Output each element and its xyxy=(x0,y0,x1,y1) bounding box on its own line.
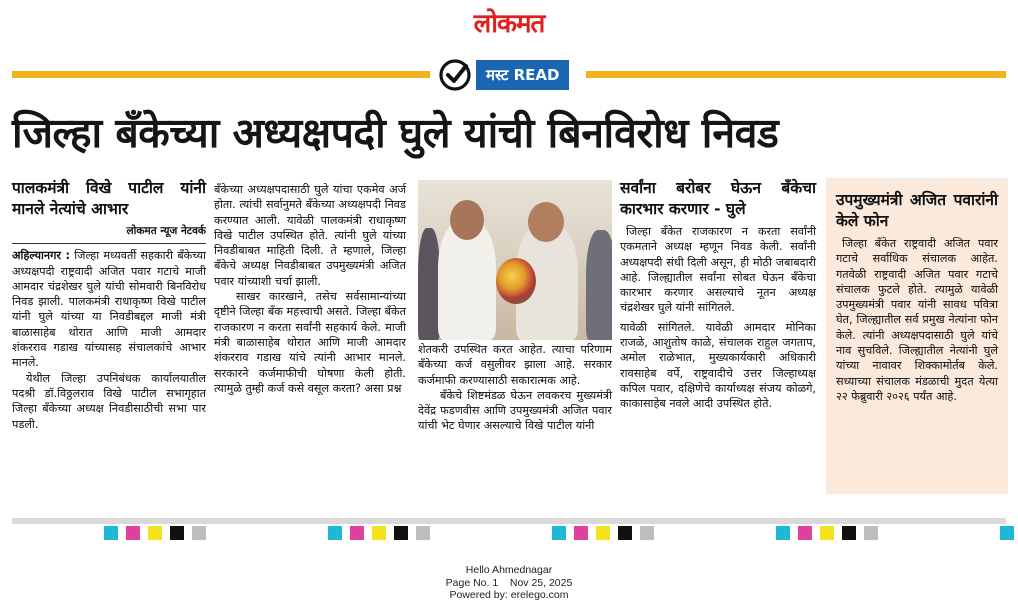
main-headline: जिल्हा बँकेच्या अध्यक्षपदी घुले यांची बिनविरोध निवड xyxy=(12,109,779,157)
must-read-label xyxy=(438,58,569,92)
paragraph: बँकेच्या अध्यक्षपदासाठी घुले यांचा एकमेव अर्ज होता. त्यांची सर्वानुमते बँकेच्या अध्यक्षपदी निवड करण्यात आली. यावेळी पालकमंत्री राधाकृष्ण विखे पाटील उपस्थित होते. त्यांनी घुले यांच्या निवडीबाबत माहिती दिली. ते म्हणाले, जिल्हा बँकेचे अध्यक्ष निवडीबाबत उपमुख्यमंत्री अजित पवार यांच्याशी चर्चा झाली. xyxy=(214,183,406,288)
band-rule-right xyxy=(586,71,1006,78)
checkmark-circle-icon xyxy=(438,58,472,92)
reg-mark xyxy=(104,526,118,540)
paragraph: यावेळी सांगितले. यावेळी आमदार मोनिका राजळे, आशुतोष काळे, संचालक राहुल जगताप, अमोल राळेभात, मुख्यकार्यकारी अधिकारी रावसाहेब वर्पे, राष्ट्रवादीचे उत्तर जिल्हाध्यक्ष कपिल पवार, दक्षिणेचे कार्याध्यक्ष संजय कोळगे, काकासाहेब नवले आदी उपस्थित होते. xyxy=(620,320,816,411)
column-4 xyxy=(620,178,816,412)
reg-mark xyxy=(126,526,140,540)
paragraph: येथील जिल्हा उपनिबंधक कार्यालयातील पदश्री डॉ.विठ्ठलराव विखे पाटील सभागृहात जिल्हा बँकेच्या अध्यक्ष निवडीसाठीची सभा पार पडली. xyxy=(12,371,206,431)
subhead-ghule-statement: सर्वांना बरोबर घेऊन बँकेचा कारभार करणार - घुले xyxy=(620,179,816,218)
page-divider xyxy=(12,518,1006,524)
reg-mark xyxy=(350,526,364,540)
reg-mark xyxy=(842,526,856,540)
color-registration-marks xyxy=(0,526,1018,542)
must-read-badge: मस्ट READ xyxy=(476,60,569,90)
photo-person-head xyxy=(528,202,564,242)
photo-bouquet xyxy=(496,258,536,304)
reg-mark xyxy=(394,526,408,540)
masthead xyxy=(0,4,1018,40)
page-footer xyxy=(0,564,1018,602)
paragraph: जिल्हा बँकेत राष्ट्रवादी अजित पवार गटाचे सर्वाधिक संचालक आहेत. गतवेळी राष्ट्रवादी अजित पवार गटाचे संचालक फुटले होते. त्यामुळे यावेळी उपमुख्यमंत्री पवार यांनी सावध पवित्रा घेत, जिल्ह्यातील सर्व प्रमुख नेत्यांना फोन केले. त्यांनी अध्यक्षपदासाठी घुले यांचे नाव सुचविले. जिल्ह्यातील नेत्यांनी घुले यांच्या नावावर शिक्कामोर्तब केले. सध्याच्या संचालक मंडळाची मुदत येत्या २२ फेब्रुवारी २०२६ पर्यंत आहे. xyxy=(836,237,998,403)
reg-mark xyxy=(552,526,566,540)
column-1 xyxy=(12,178,206,432)
photo-person xyxy=(418,228,440,340)
lokmat-logo: लोकमत xyxy=(473,9,545,39)
photo-person-head xyxy=(450,200,484,240)
reg-mark xyxy=(820,526,834,540)
reg-mark xyxy=(574,526,588,540)
reg-mark xyxy=(864,526,878,540)
reg-mark xyxy=(416,526,430,540)
reg-mark xyxy=(1000,526,1014,540)
paragraph-text: जिल्हा मध्यवर्ती सहकारी बँकेच्या अध्यक्षपदी राष्ट्रवादी अजित पवार गटाचे माजी आमदार चंद्रशेखर घुले यांची सोमवारी बिनविरोध निवड झाली. पालकमंत्री राधाकृष्ण विखे पाटील यांनी घुले यांच्या या निवडीबद्दल माजी मंत्री बाळासाहेब थोरात आणि माजी आमदार शंकरराव गडाख यांच्यासह संचालकांचे आभार मानले. xyxy=(12,249,206,370)
column-3 xyxy=(418,342,612,434)
reg-mark xyxy=(776,526,790,540)
paragraph xyxy=(12,248,206,370)
reg-mark xyxy=(328,526,342,540)
footer-page-date: Page No. 1 Nov 25, 2025 xyxy=(445,576,573,589)
paragraph: शेतकरी उपस्थित करत आहेत. त्याचा परिणाम बँकेच्या कर्ज वसुलीवर झाला आहे. सरकार कर्जमाफी करण्यासाठी सकारात्मक आहे. xyxy=(418,343,612,387)
byline: लोकमत न्यूज नेटवर्क xyxy=(12,224,206,244)
sidebar-box xyxy=(826,178,1008,494)
footer-edition: Hello Ahmednagar xyxy=(465,564,553,576)
must-read-band xyxy=(12,58,1006,92)
subhead-deputy-cm-calls: उपमुख्यमंत्री अजित पवारांनी केले फोन xyxy=(836,191,998,230)
reg-mark xyxy=(192,526,206,540)
reg-mark xyxy=(596,526,610,540)
reg-mark xyxy=(798,526,812,540)
reg-mark xyxy=(372,526,386,540)
paragraph: जिल्हा बँकेत राजकारण न करता सर्वांनी एकमताने अध्यक्ष म्हणून निवड केली. सर्वांनी अध्यक्षपदी संधी दिली असून, ही मोठी जबाबदारी आहे. जिल्ह्यातील सर्वांना सोबत घेऊन बँकेचा कारभार करणार असल्याचे नूतन अध्यक्ष चंद्रशेखर घुले यांनी सांगितले. xyxy=(620,225,816,315)
reg-mark xyxy=(618,526,632,540)
reg-mark xyxy=(640,526,654,540)
column-2 xyxy=(214,182,406,396)
band-rule-left xyxy=(12,71,430,78)
subhead-guardian-minister: पालकमंत्री विखे पाटील यांनी मानले नेत्यांचे आभार xyxy=(12,179,206,218)
reg-mark xyxy=(148,526,162,540)
news-photo xyxy=(418,180,612,340)
footer-powered-by: Powered by: erelego.com xyxy=(449,589,569,601)
photo-person xyxy=(586,230,612,340)
dateline: अहिल्यानगर : xyxy=(12,249,71,263)
paragraph: साखर कारखाने, तसेच सर्वसामान्यांच्या दृष्टीने जिल्हा बँक महत्त्वाची असते. जिल्हा बँकेत राजकारण न करता सर्वांनी सहकार्य केले. माजी मंत्री बाळासाहेब थोरात आणि माजी आमदार शंकरराव गडाख यांचे त्यांनी आभार मानले. सरकारने कर्जमाफीची घोषणा केली होती. त्यामुळे तुम्ही कर्ज कसे वसूल करता? असा प्रश्न xyxy=(214,290,406,395)
paragraph: बँकेचे शिष्टमंडळ घेऊन लवकरच मुख्यमंत्री देवेंद्र फडणवीस आणि उपमुख्यमंत्री अजित पवार यांची भेट घेणार असल्याचे विखे पाटील यांनी xyxy=(418,388,612,433)
reg-mark xyxy=(170,526,184,540)
